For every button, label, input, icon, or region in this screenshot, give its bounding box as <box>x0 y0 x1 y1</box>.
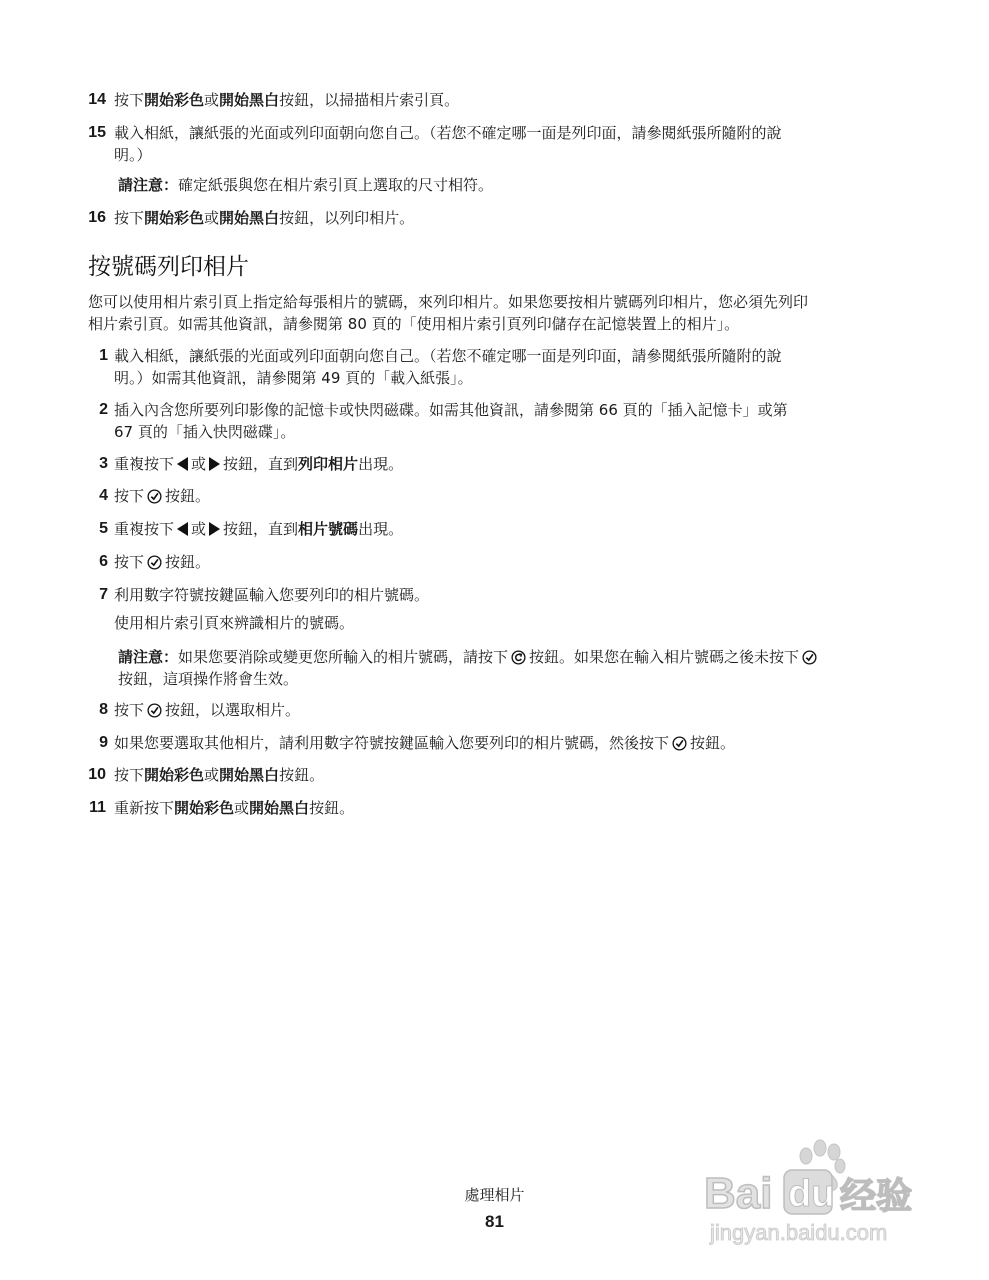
step-number: 9 <box>99 734 108 751</box>
step-number: 16 <box>88 209 106 226</box>
step-text: 明。） <box>114 146 152 164</box>
step-text: 按鈕。 <box>165 553 211 571</box>
step-text: 按鈕，以掃描相片索引頁。 <box>279 91 460 109</box>
step-text: 明。）如需其他資訊，請參閱第 49 頁的「載入紙張」。 <box>114 369 473 387</box>
note-label: 請注意： <box>118 176 179 194</box>
step-10 <box>80 764 910 786</box>
step-7-subtext: 使用相片索引頁來辨識相片的號碼。 <box>114 614 355 632</box>
step-text: 按鈕。 <box>165 487 211 505</box>
step-number: 14 <box>88 91 106 108</box>
select-check-icon <box>802 650 817 665</box>
step-text: 按下 <box>114 91 145 109</box>
step-number: 11 <box>89 799 106 816</box>
step-text: 或 <box>204 209 220 227</box>
section-intro <box>88 291 908 335</box>
step-text: 按下 <box>114 209 145 227</box>
step-11 <box>80 797 910 819</box>
step-text: 或 <box>191 520 207 538</box>
step-text: 按鈕，直到 <box>223 455 299 473</box>
step-text: 或 <box>204 766 220 784</box>
step-text: 重新按下 <box>114 799 175 817</box>
step-text: 載入相紙，讓紙張的光面或列印面朝向您自己。（若您不確定哪一面是列印面，請參閱紙張所隨附的說 <box>114 124 782 142</box>
step-text: 按鈕。 <box>690 734 736 752</box>
note-label: 請注意： <box>118 648 179 666</box>
step-number: 10 <box>88 766 106 783</box>
select-check-icon <box>672 736 687 751</box>
step-text: 如果您要選取其他相片，請利用數字符號按鍵區輸入您要列印的相片號碼，然後按下 <box>114 734 670 752</box>
select-check-icon <box>147 555 162 570</box>
step-number: 15 <box>88 124 106 141</box>
step-text: 或 <box>191 455 207 473</box>
step-text: 出現。 <box>358 520 404 538</box>
step-text: 按鈕，以列印相片。 <box>279 209 415 227</box>
step-text: 出現。 <box>358 455 404 473</box>
step-number: 7 <box>99 586 108 603</box>
intro-text: 相片索引頁。如需其他資訊，請參閱第 80 頁的「使用相片索引頁列印儲存在記憶裝置上的相片」。 <box>88 315 740 333</box>
page-number: 81 <box>485 1212 504 1231</box>
section-heading: 按號碼列印相片 <box>88 254 249 280</box>
step-number: 3 <box>99 455 108 472</box>
button-name: 開始黑白 <box>219 91 280 109</box>
step-16 <box>80 207 910 229</box>
step-text: 利用數字符號按鍵區輸入您要列印的相片號碼。 <box>114 586 430 604</box>
step-2 <box>80 399 910 443</box>
step-text: 插入內含您所要列印影像的記憶卡或快閃磁碟。如需其他資訊，請參閱第 66 頁的「插入記憶卡」或第 <box>114 401 788 419</box>
step-text: 按下 <box>114 701 145 719</box>
step-number: 5 <box>99 520 108 537</box>
note-text: 按鈕。如果您在輸入相片號碼之後未按下 <box>529 648 800 666</box>
step-text: 載入相紙，讓紙張的光面或列印面朝向您自己。（若您不確定哪一面是列印面，請參閱紙張所隨附的說 <box>114 347 782 365</box>
button-name: 開始彩色 <box>144 766 205 784</box>
step-number: 2 <box>99 401 108 418</box>
button-name: 開始黑白 <box>249 799 310 817</box>
step-text: 或 <box>234 799 250 817</box>
note <box>118 646 908 690</box>
step-text: 按下 <box>114 553 145 571</box>
svg-text:Bai: Bai <box>704 1169 773 1218</box>
step-number: 1 <box>99 347 108 364</box>
menu-item-name: 相片號碼 <box>298 520 359 538</box>
intro-text: 您可以使用相片索引頁上指定給每張相片的號碼，來列印相片。如果您要按相片號碼列印相片，您必須先列印 <box>88 293 809 311</box>
select-check-icon <box>147 703 162 718</box>
step-9 <box>80 732 910 754</box>
step-text: 按下 <box>114 487 145 505</box>
back-arrow-icon <box>511 650 526 665</box>
step-4 <box>80 485 910 507</box>
step-text: 按鈕。 <box>279 766 325 784</box>
step-text: 按鈕，以選取相片。 <box>165 701 301 719</box>
button-name: 開始彩色 <box>144 209 205 227</box>
step-text: 按鈕。 <box>309 799 355 817</box>
svg-text:du: du <box>788 1173 835 1215</box>
step-5 <box>80 518 910 540</box>
button-name: 開始黑白 <box>219 766 280 784</box>
right-arrow-icon <box>209 457 220 471</box>
left-arrow-icon <box>177 457 188 471</box>
step-text: 按鈕，直到 <box>223 520 299 538</box>
button-name: 開始黑白 <box>219 209 280 227</box>
left-arrow-icon <box>177 522 188 536</box>
footer-chapter-title: 處理相片 <box>464 1186 525 1204</box>
menu-item-name: 列印相片 <box>298 455 359 473</box>
svg-text:jingyan.baidu.com: jingyan.baidu.com <box>710 1220 888 1245</box>
step-text: 重複按下 <box>114 520 175 538</box>
step-text: 重複按下 <box>114 455 175 473</box>
step-14 <box>80 89 910 111</box>
button-name: 開始彩色 <box>174 799 235 817</box>
step-text: 按下 <box>114 766 145 784</box>
step-6 <box>80 551 910 573</box>
note <box>118 174 908 196</box>
select-check-icon <box>147 489 162 504</box>
button-name: 開始彩色 <box>144 91 205 109</box>
note-text: 如果您要消除或變更您所輸入的相片號碼，請按下 <box>178 648 509 666</box>
step-7 <box>80 584 910 606</box>
right-arrow-icon <box>209 522 220 536</box>
step-text: 或 <box>204 91 220 109</box>
baidu-watermark <box>700 1130 960 1250</box>
step-number: 6 <box>99 553 108 570</box>
note-text: 按鈕，這項操作將會生效。 <box>118 670 299 688</box>
step-8 <box>80 699 910 721</box>
step-1 <box>80 345 910 389</box>
step-number: 8 <box>99 701 108 718</box>
note-text: 確定紙張與您在相片索引頁上選取的尺寸相符。 <box>178 176 494 194</box>
step-text: 67 頁的「插入快閃磁碟」。 <box>114 423 296 441</box>
step-15 <box>80 122 910 166</box>
step-number: 4 <box>99 487 108 504</box>
step-3 <box>80 453 910 475</box>
svg-text:经验: 经验 <box>840 1176 913 1217</box>
